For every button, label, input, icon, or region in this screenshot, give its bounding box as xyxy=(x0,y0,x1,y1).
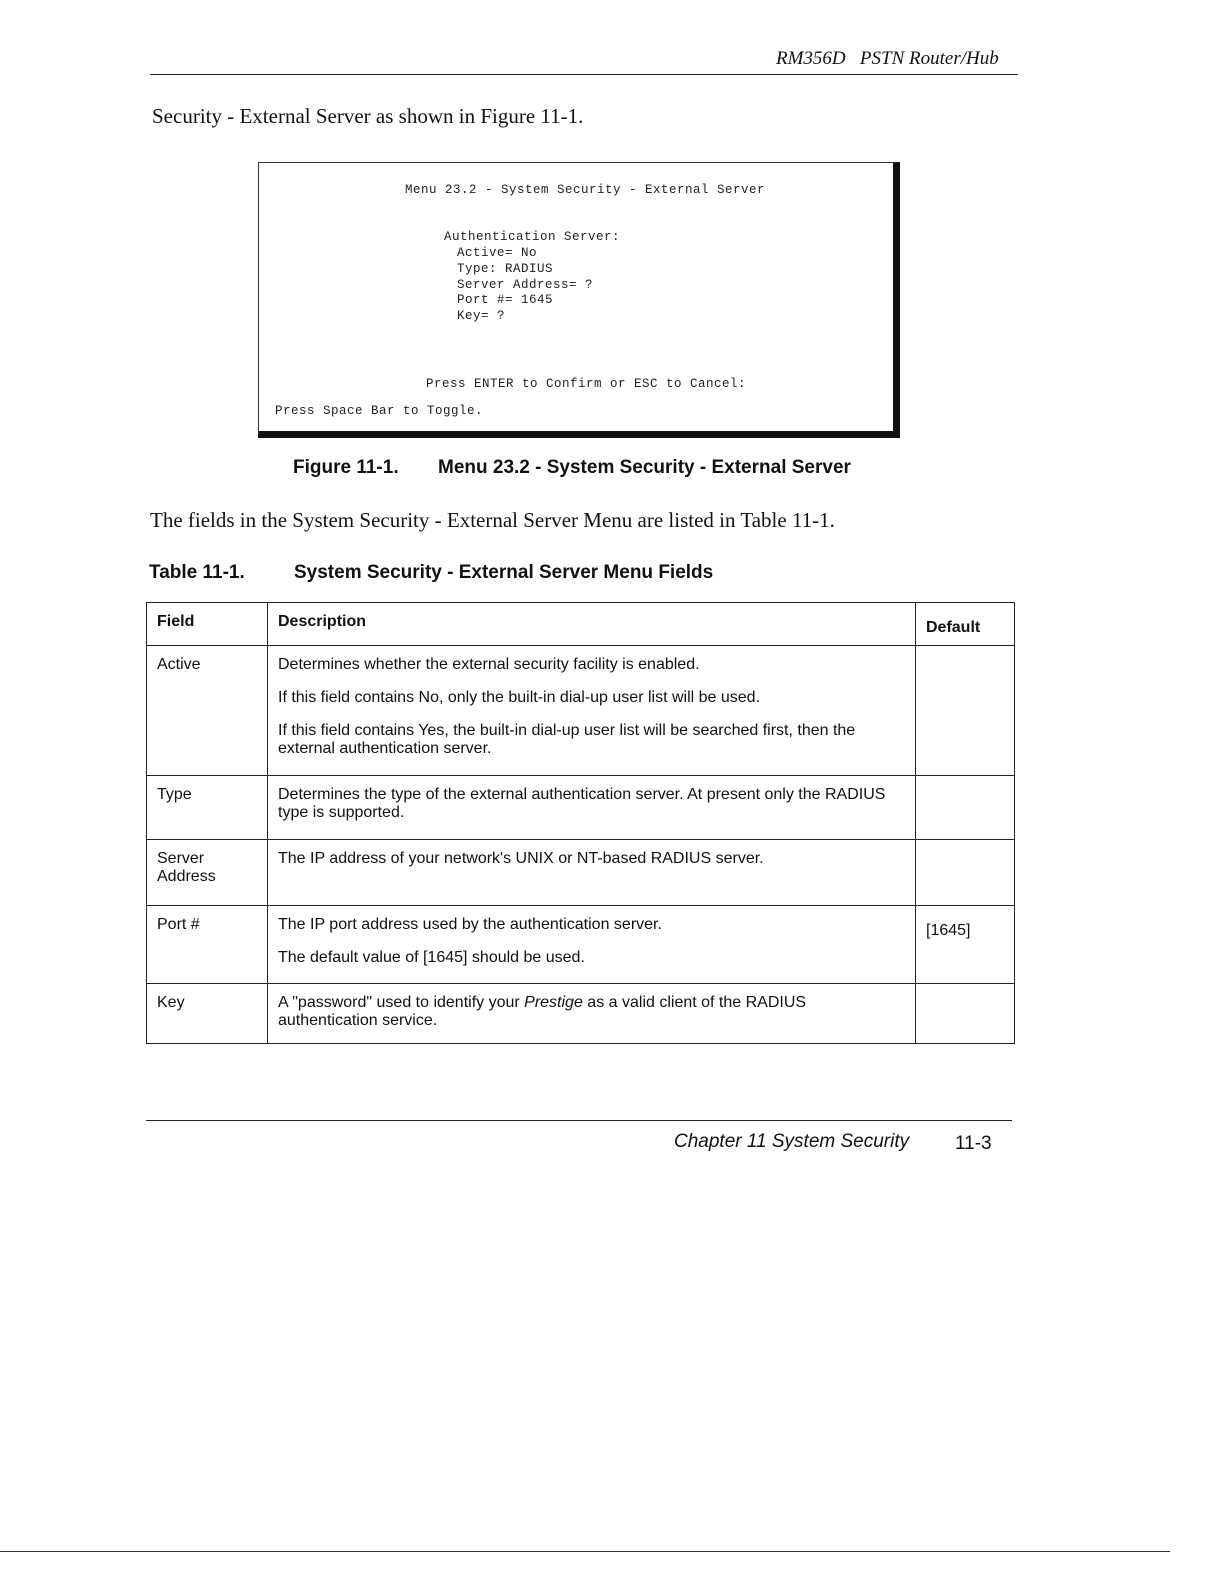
description-text: as a valid client of the RADIUS authentication service. xyxy=(278,994,807,1029)
field-description xyxy=(268,776,916,840)
figure-caption-title: Menu 23.2 - System Security - External Server xyxy=(438,457,851,478)
terminal-confirm-prompt: Press ENTER to Confirm or ESC to Cancel: xyxy=(426,377,747,391)
field-name: Type xyxy=(147,776,268,840)
field-name: Server Address xyxy=(147,840,268,906)
table-caption-title: System Security - External Server Menu Fields xyxy=(294,562,714,583)
field-default xyxy=(916,984,1015,1044)
description-paragraph: The IP address of your network's UNIX or NT-based RADIUS server. xyxy=(278,850,764,867)
figure-caption-label: Figure 11-1. xyxy=(293,457,399,478)
description-text: A "password" used to identify your xyxy=(278,994,525,1011)
field-description xyxy=(268,984,916,1044)
terminal-type-field: Type: RADIUS xyxy=(457,262,554,276)
header-rule xyxy=(150,74,1018,75)
description-paragraph: Determines the type of the external authentication server. At present only the RADIUS type is supported. xyxy=(278,786,886,821)
terminal-server-address-field: Server Address= ? xyxy=(457,278,594,292)
description-paragraph: The default value of [1645] should be used. xyxy=(278,949,585,966)
field-name: Key xyxy=(147,984,268,1044)
table-row xyxy=(147,776,1015,840)
table-row xyxy=(147,984,1015,1044)
field-description xyxy=(268,840,916,906)
description-paragraph xyxy=(278,994,905,1030)
footer-chapter: Chapter 11 System Security xyxy=(674,1131,910,1152)
field-description xyxy=(268,906,916,984)
terminal-toggle-hint: Press Space Bar to Toggle. xyxy=(275,404,484,418)
header-default: Default xyxy=(916,603,1015,646)
field-name: Port # xyxy=(147,906,268,984)
field-description xyxy=(268,646,916,776)
figure-caption xyxy=(293,457,851,479)
page-number: 11-3 xyxy=(955,1133,992,1154)
terminal-section-label: Authentication Server: xyxy=(444,230,621,244)
terminal-menu-title: Menu 23.2 - System Security - External Server xyxy=(405,183,766,197)
fields-intro-text: The fields in the System Security - External Server Menu are listed in Table 11-1. xyxy=(150,508,835,532)
header-field: Field xyxy=(147,603,268,646)
field-default: [1645] xyxy=(916,906,1015,984)
description-paragraph: If this field contains No, only the built-in dial-up user list will be used. xyxy=(278,689,761,706)
table-caption-label: Table 11-1. xyxy=(149,562,245,583)
table-row xyxy=(147,840,1015,906)
header-description: Description xyxy=(268,603,916,646)
field-default xyxy=(916,776,1015,840)
terminal-screen xyxy=(258,162,900,438)
fields-table xyxy=(146,602,1015,1044)
terminal-active-field: Active= No xyxy=(457,246,538,260)
description-paragraph: Determines whether the external security facility is enabled. xyxy=(278,656,700,673)
description-paragraph: If this field contains Yes, the built-in dial-up user list will be searched first, then the external authentication server. xyxy=(278,722,856,757)
description-paragraph: The IP port address used by the authentication server. xyxy=(278,916,662,933)
field-default xyxy=(916,840,1015,906)
table-row xyxy=(147,646,1015,776)
table-header-row xyxy=(147,603,1015,646)
terminal-port-field: Port #= 1645 xyxy=(457,293,554,307)
table-row xyxy=(147,906,1015,984)
intro-text: Security - External Server as shown in Figure 11-1. xyxy=(152,104,584,128)
terminal-key-field: Key= ? xyxy=(457,309,506,323)
page-bottom-rule xyxy=(0,1551,1170,1552)
footer-rule xyxy=(146,1120,1012,1121)
table-caption xyxy=(149,562,769,584)
field-name: Active xyxy=(147,646,268,776)
product-name: Prestige xyxy=(524,994,583,1011)
running-header: RM356D PSTN Router/Hub xyxy=(776,48,999,69)
field-default xyxy=(916,646,1015,776)
